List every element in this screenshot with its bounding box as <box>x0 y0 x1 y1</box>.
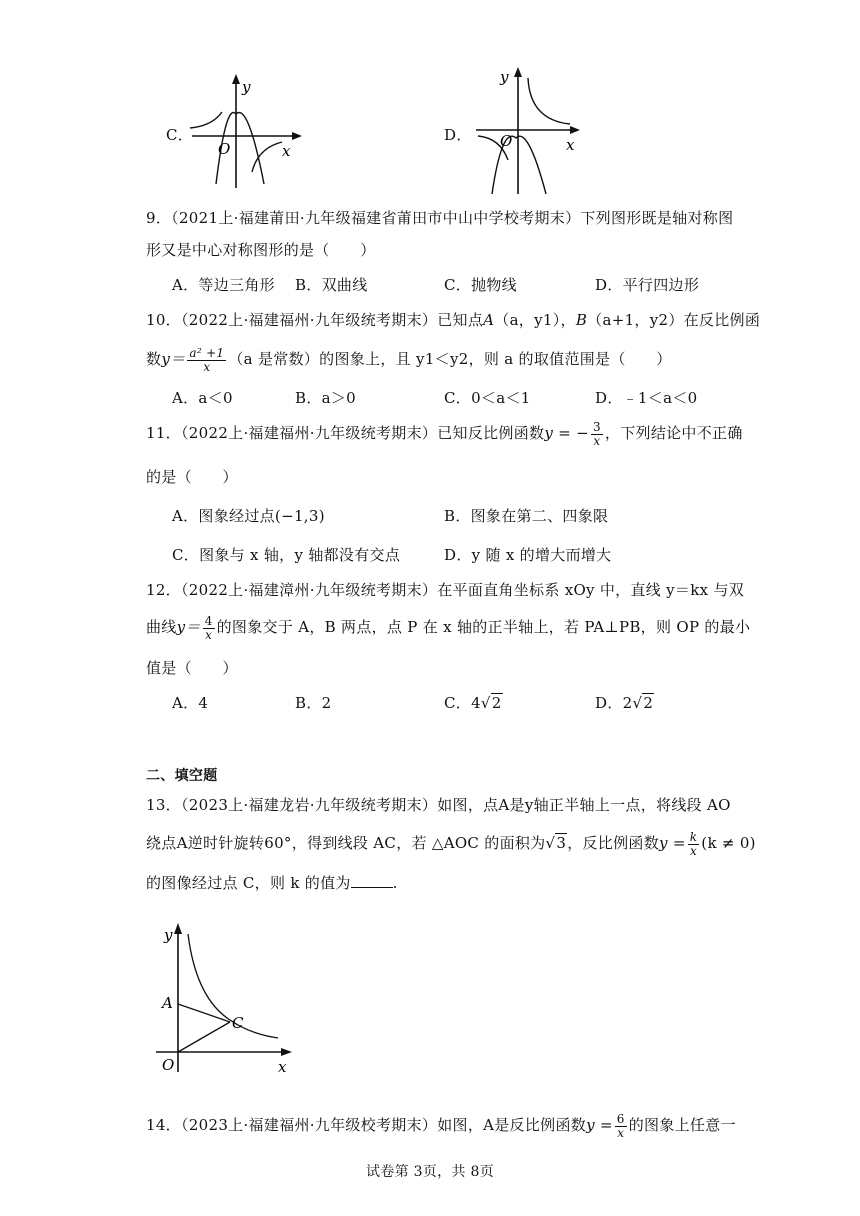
q12-option-c-text: C．4 <box>444 694 481 712</box>
q13-line2-b: ，反比例函数 <box>567 834 659 852</box>
q13-source: （2023上·福建龙岩·九年级统考期末） <box>181 796 438 814</box>
q11-option-a: A．图象经过点(−1,3) <box>172 507 325 525</box>
q12-line2 <box>146 612 750 642</box>
point-c-label: C <box>232 1014 244 1032</box>
q10-point-a-coords: （a，y1）， <box>494 311 576 329</box>
q10-point-b-coords: （a+1，y2） <box>587 311 684 329</box>
q12-option-a: A．4 <box>172 694 209 712</box>
q13-y-eq: y = <box>659 834 686 852</box>
q13-answer-blank[interactable] <box>351 873 393 888</box>
q12-option-c: C．4√2 <box>444 694 502 712</box>
q10-line2-b: （a 是常数）的图象上，且 y1＜y2，则 a 的取值范围是（ ） <box>228 350 672 368</box>
segment-ac <box>178 1004 230 1022</box>
q11-option-c: C．图象与 x 轴，y 轴都没有交点 <box>172 546 401 564</box>
axis-y-label: y <box>164 926 173 944</box>
q9-option-c: C．抛物线 <box>444 276 517 294</box>
q13-sqrt3: 3 <box>556 834 567 852</box>
hyperbola-left-branch <box>190 112 222 128</box>
q9-line1 <box>146 208 733 228</box>
origin-label: O <box>500 132 513 150</box>
q11-fraction <box>591 421 603 448</box>
x-axis-arrow-icon <box>570 126 580 134</box>
q13-line3-b: . <box>392 874 398 892</box>
q14-y-eq: y = <box>586 1116 613 1134</box>
q10-number: 10． <box>146 311 181 329</box>
q12-source: （2022上·福建漳州·九年级统考期末） <box>181 581 438 599</box>
q13-figure <box>150 920 300 1076</box>
option-c-label: C． <box>166 126 194 144</box>
q9-line2: 形又是中心对称图形的是（ ） <box>146 241 376 259</box>
x-axis-arrow-icon <box>292 132 302 140</box>
q10-option-a: A．a＜0 <box>172 389 233 407</box>
q12-line3: 值是（ ） <box>146 659 238 677</box>
point-a-label: A <box>162 994 173 1012</box>
q10-option-b: B．a＞0 <box>295 389 357 407</box>
q10-stem-a: 已知点 <box>437 311 484 329</box>
q13-line2: 绕点A逆时针旋转60°，得到线段 AC，若 △AOC 的面积为√3，反比例函数y = $\frac{k}{x}$ (k ≠ 0) <box>146 829 756 858</box>
q11-line1 <box>146 418 743 448</box>
q11-option-b: B．图象在第二、四象限 <box>444 507 609 525</box>
axis-x-label: x <box>566 136 575 154</box>
figure-option-d <box>470 64 590 198</box>
origin-label: O <box>218 140 231 158</box>
q11-stem-b: ，下列结论中不正确 <box>604 424 743 442</box>
section-title: 二、填空题 <box>146 768 218 784</box>
q12-option-b: B．2 <box>295 694 332 712</box>
q12-frac-den: x <box>205 627 213 642</box>
q14-source: （2023上·福建福州·九年级校考期末） <box>181 1116 438 1134</box>
q12-line2-b: 的图象交于 A，B 两点，点 P 在 x 轴的正半轴上，若 PA⊥PB，则 OP 的最小 <box>216 618 751 636</box>
q12-option-d-text: D．2 <box>595 694 633 712</box>
q10-option-d: D．﹣1＜a＜0 <box>595 389 698 407</box>
q11-frac-den: x <box>593 433 601 448</box>
y-axis-arrow-icon <box>174 923 182 934</box>
segment-oc <box>178 1022 230 1052</box>
hyperbola-upper-branch <box>528 78 570 124</box>
q9-option-d: D．平行四边形 <box>595 276 700 294</box>
axis-x-label: x <box>282 142 291 160</box>
q14-number: 14． <box>146 1116 181 1134</box>
q14-stem-b: 的图象上任意一 <box>628 1116 736 1134</box>
q12-option-d-radicand: 2 <box>643 694 654 712</box>
q13-line3-a: 的图像经过点 C，则 k 的值为 <box>146 874 351 892</box>
q14-frac-num: 6 <box>616 1111 625 1126</box>
q13-number: 13． <box>146 796 181 814</box>
axis-y-label: y <box>500 68 509 86</box>
q14-fraction <box>615 1113 627 1140</box>
q14-frac-den: x <box>617 1125 625 1140</box>
q10-y-eq: y＝ <box>161 350 186 368</box>
q11-source: （2022上·福建福州·九年级统考期末） <box>181 424 438 442</box>
q9-source: （2021上·福建莆田·九年级福建省莆田市中山中学校考期末） <box>171 209 581 227</box>
q10-point-b: B <box>575 311 588 329</box>
q11-frac-num: 3 <box>592 419 601 434</box>
q12-fraction <box>203 615 215 642</box>
q12-frac-num: 4 <box>204 613 213 628</box>
q10-frac-den: x <box>203 359 211 374</box>
q14-line1 <box>146 1110 736 1140</box>
q10-line2-a: 数 <box>146 350 162 368</box>
q13-line1-tail: 如图，点A是y轴正半轴上一点，将线段 AO <box>437 796 731 814</box>
q10-point-a: A <box>483 311 495 329</box>
q12-y-eq: y＝ <box>176 618 201 636</box>
x-axis-arrow-icon <box>281 1048 292 1056</box>
q14-stem-a: 如图，A是反比例函数 <box>437 1116 587 1134</box>
q11-stem-a: 已知反比例函数 <box>437 424 545 442</box>
axis-y-label: y <box>242 78 251 96</box>
q10-fraction <box>187 347 226 374</box>
q9-option-b: B．双曲线 <box>295 276 368 294</box>
hyperbola-right-branch <box>252 142 282 172</box>
q9-option-a: A．等边三角形 <box>172 276 275 294</box>
q13-line1 <box>146 795 731 815</box>
q10-option-c: C．0＜a＜1 <box>444 389 531 407</box>
page-footer: 试卷第 3页，共 8页 <box>365 1164 494 1180</box>
q11-number: 11． <box>146 424 181 442</box>
q13-frac-den: x <box>689 843 698 858</box>
q12-option-c-radicand: 2 <box>491 694 502 712</box>
q12-stem-a: 在平面直角坐标系 xOy 中，直线 y＝kx 与双 <box>437 581 745 599</box>
q12-line2-a: 曲线 <box>146 618 177 636</box>
q10-line2 <box>146 345 672 374</box>
origin-label: O <box>162 1056 175 1074</box>
axis-x-label: x <box>278 1058 287 1076</box>
q10-stem-b: 在反比例函 <box>683 311 761 329</box>
q10-frac-num: a² +1 <box>189 345 225 360</box>
q9-number: 9． <box>146 209 172 227</box>
option-d-label: D． <box>444 126 472 144</box>
figure-option-c <box>180 72 310 190</box>
y-axis-arrow-icon <box>514 67 522 77</box>
q13-k-cond: (k ≠ 0) <box>701 834 756 852</box>
q11-y-eq: y = − <box>544 424 589 442</box>
q13-line3 <box>146 873 398 893</box>
y-axis-arrow-icon <box>232 74 240 84</box>
q12-line1 <box>146 580 744 600</box>
q12-option-d: D．2√2 <box>595 694 654 712</box>
q12-number: 12． <box>146 581 181 599</box>
q13-line2-a: 绕点A逆时针旋转60°，得到线段 AC，若 △AOC 的面积为 <box>146 834 546 852</box>
q10-source: （2022上·福建福州·九年级统考期末） <box>181 311 438 329</box>
q10-line1 <box>146 310 760 330</box>
q11-line2: 的是（ ） <box>146 468 238 486</box>
q13-frac-num: k <box>689 829 698 844</box>
q13-fraction <box>688 831 700 858</box>
q11-option-d: D．y 随 x 的增大而增大 <box>444 546 612 564</box>
q9-stem: 下列图形既是轴对称图 <box>580 209 734 227</box>
